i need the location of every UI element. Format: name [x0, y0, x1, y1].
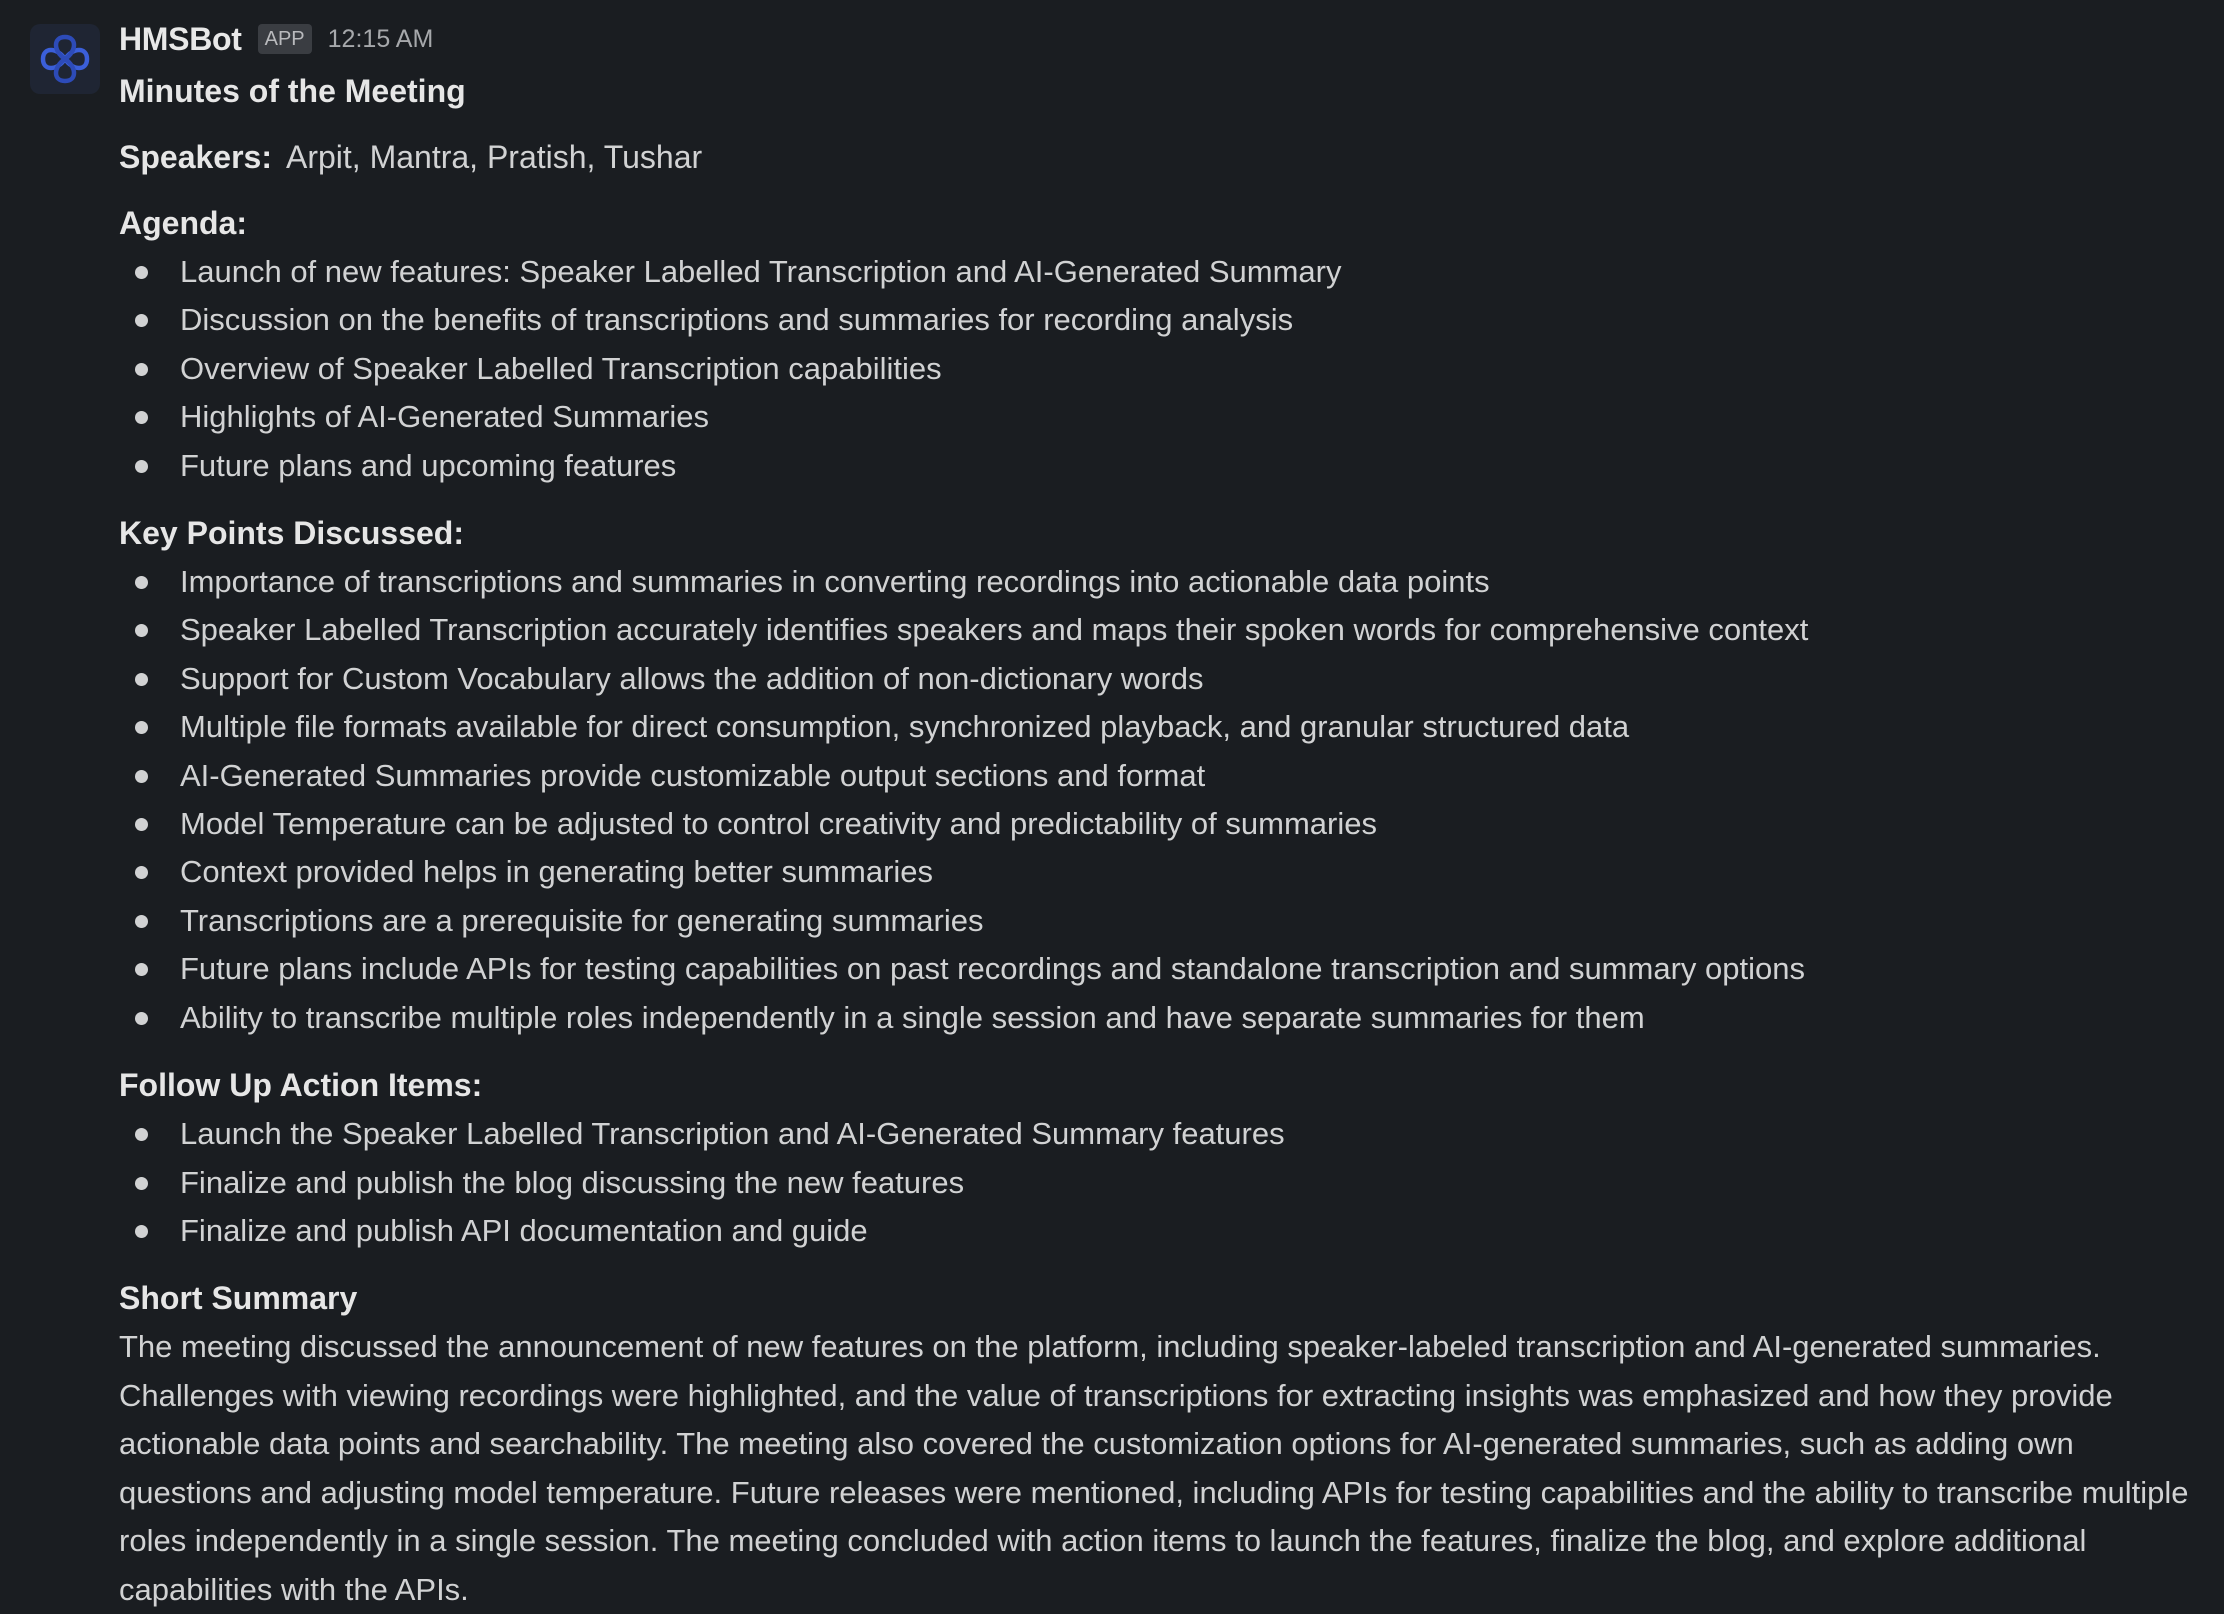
list-item-text: Launch of new features: Speaker Labelled Transcription and AI-Generated Summary — [180, 254, 1342, 289]
bullet-icon — [135, 314, 148, 327]
app-badge: APP — [258, 24, 312, 54]
list-item — [119, 994, 2214, 1042]
list-item-text: Ability to transcribe multiple roles independently in a single session and have separate summaries for them — [180, 999, 1645, 1035]
bullet-icon — [135, 266, 148, 279]
bullet-icon — [135, 963, 148, 976]
message-title: Minutes of the Meeting — [119, 73, 466, 109]
bot-name[interactable]: HMSBot — [119, 20, 242, 57]
speakers-list: Arpit, Mantra, Pratish, Tushar — [285, 139, 703, 175]
bullet-icon — [135, 1012, 148, 1025]
list-item — [119, 393, 2214, 441]
summary-heading: Short Summary — [119, 1280, 358, 1317]
bullet-icon — [135, 915, 148, 928]
list-item-text: Model Temperature can be adjusted to control creativity and predictability of summaries — [180, 806, 1377, 842]
agenda-heading: Agenda: — [119, 205, 247, 241]
list-item — [119, 296, 2214, 344]
follow-up-list — [119, 1110, 2214, 1255]
speakers-label: Speakers: — [119, 139, 272, 175]
key-points-heading: Key Points Discussed: — [119, 515, 464, 552]
list-item-text: Support for Custom Vocabulary allows the addition of non-dictionary words — [180, 660, 1204, 696]
list-item — [119, 248, 2214, 296]
avatar[interactable] — [30, 24, 100, 94]
message-header — [119, 14, 2214, 64]
bullet-icon — [135, 624, 148, 637]
list-item — [119, 655, 2214, 703]
list-item — [119, 800, 2214, 848]
list-item-text: Importance of transcriptions and summaries in converting recordings into actionable data points — [180, 564, 1490, 600]
list-item-text: Finalize and publish API documentation and guide — [180, 1212, 868, 1248]
list-item — [119, 1110, 2214, 1158]
list-item-text: Future plans and upcoming features — [180, 447, 677, 483]
summary-paragraph: The meeting discussed the announcement of new features on the platform, including speaker-labeled transcription and AI-generated summaries. Challenges with viewing recordings were highlighted, and the value of transcriptions for extracting insights was emphasized and how they provide actionable data points and searchability. The meeting also covered the customization options for AI-generated summaries, such as adding own questions and adjusting model temperature. Future releases were mentioned, including APIs for testing capabilities and the ability to transcribe multiple roles independently in a single session. The meeting concluded with action items to launch the features, finalize the blog, and explore additional capabilities with the APIs. — [119, 1329, 2189, 1607]
bullet-icon — [135, 1177, 148, 1190]
bullet-icon — [135, 411, 148, 424]
bullet-icon — [135, 576, 148, 589]
bullet-icon — [135, 866, 148, 879]
list-item — [119, 345, 2214, 393]
bullet-icon — [135, 673, 148, 686]
list-item-text: AI-Generated Summaries provide customizable output sections and format — [180, 757, 1206, 793]
list-item-text: Speaker Labelled Transcription accurately identifies speakers and maps their spoken words for comprehensive context — [180, 612, 1809, 648]
list-item-text: Discussion on the benefits of transcriptions and summaries for recording analysis — [180, 302, 1294, 338]
speakers-line — [119, 134, 2214, 180]
list-item — [119, 1159, 2214, 1207]
key-points-list — [119, 558, 2214, 1042]
list-item — [119, 752, 2214, 800]
list-item — [119, 703, 2214, 751]
bullet-icon — [135, 721, 148, 734]
list-item — [119, 945, 2214, 993]
list-item-text: Overview of Speaker Labelled Transcription capabilities — [180, 350, 942, 386]
list-item — [119, 442, 2214, 490]
list-item — [119, 1207, 2214, 1255]
list-item-text: Highlights of AI-Generated Summaries — [180, 399, 709, 435]
bullet-icon — [135, 818, 148, 831]
timestamp[interactable]: 12:15 AM — [327, 24, 434, 53]
bullet-icon — [135, 770, 148, 783]
list-item — [119, 897, 2214, 945]
infinity-logo-icon — [35, 29, 95, 89]
bullet-icon — [135, 1225, 148, 1238]
list-item-text: Finalize and publish the blog discussing the new features — [180, 1164, 965, 1200]
list-item-text: Context provided helps in generating better summaries — [180, 854, 934, 890]
bullet-icon — [135, 460, 148, 473]
list-item-text: Future plans include APIs for testing capabilities on past recordings and standalone transcription and summary options — [180, 951, 1805, 987]
list-item — [119, 558, 2214, 606]
agenda-list — [119, 248, 2214, 490]
list-item-text: Multiple file formats available for direct consumption, synchronized playback, and granular structured data — [180, 709, 1630, 745]
bullet-icon — [135, 1128, 148, 1141]
list-item-text: Transcriptions are a prerequisite for generating summaries — [180, 902, 984, 938]
list-item — [119, 848, 2214, 896]
list-item-text: Launch the Speaker Labelled Transcription and AI-Generated Summary features — [180, 1116, 1285, 1152]
message-content — [119, 14, 2214, 1614]
follow-up-heading: Follow Up Action Items: — [119, 1067, 483, 1104]
bullet-icon — [135, 363, 148, 376]
list-item — [119, 606, 2214, 654]
